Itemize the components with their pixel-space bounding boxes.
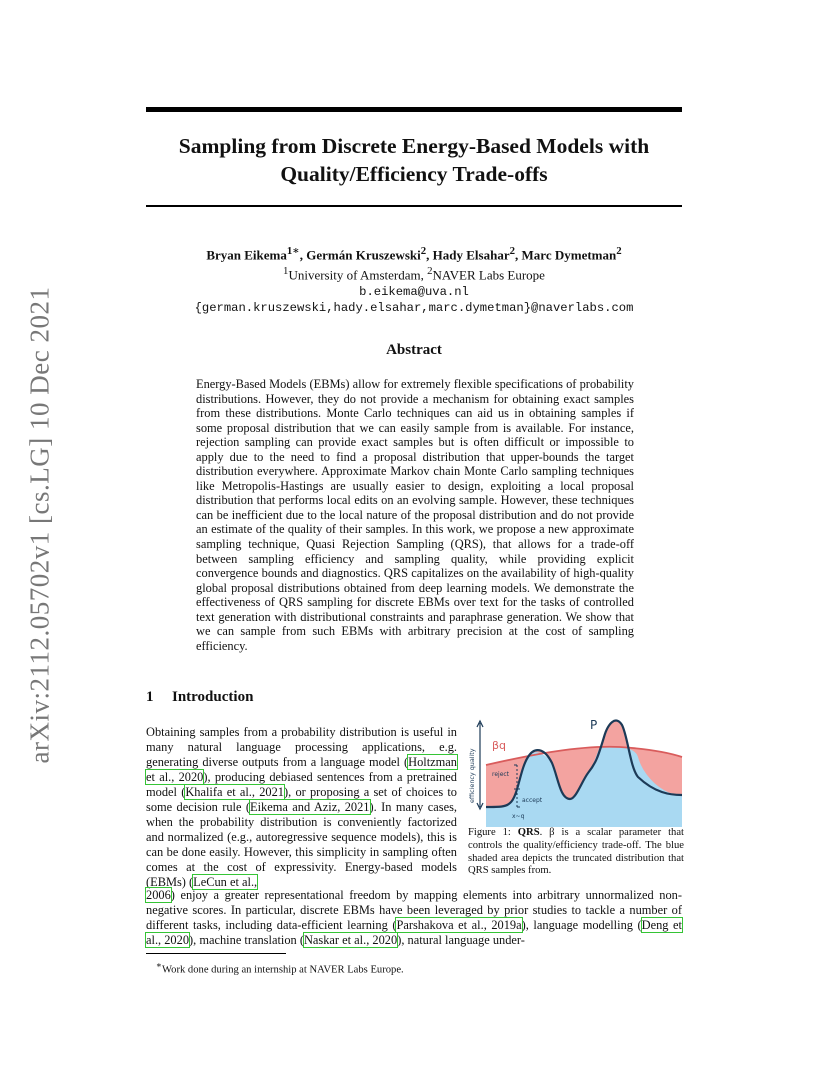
- citation-link[interactable]: Parshakova et al., 2019a: [396, 918, 522, 933]
- author-elsahar: , Hady Elsahar: [426, 247, 510, 263]
- aff-sup: 1: [283, 265, 289, 278]
- qrs-diagram-svg: [470, 717, 684, 827]
- caption-label: Figure 1:: [468, 827, 518, 838]
- intro-text: ). In many cases, when the probability distribution is conveniently factorized and normalized (e.g., autoregressive sequence models), this is can be done easily. However, this simplicity in sampling often comes at the cost of expressivity. Energy-based models (EBMs) (: [146, 800, 457, 890]
- intro-text: Obtaining samples from a probability distribution is useful in many natural language processing applications, e.g. generating diverse outputs from a language model (: [146, 725, 457, 770]
- footnote: [156, 960, 404, 976]
- author-sup: 2: [420, 245, 427, 257]
- arxiv-identifier: [10, 286, 70, 764]
- affiliations: [146, 263, 682, 283]
- citation-link[interactable]: Holtzman et al., 2020: [146, 755, 457, 785]
- author-sup: 1: [286, 245, 293, 257]
- accept-label: accept: [522, 797, 543, 804]
- intro-text: ), language modelling (: [521, 918, 642, 933]
- arxiv-identifier-text: arXiv:2112.05702v1 [cs.LG] 10 Dec 2021: [24, 286, 55, 764]
- citation-link[interactable]: Naskar et al., 2020: [303, 933, 398, 948]
- email-naver[interactable]: {german.kruszewski,hady.elsahar,marc.dymetman}@naverlabs.com: [194, 300, 634, 315]
- figure-qrs-diagram: [470, 717, 684, 827]
- abstract-heading: Abstract: [386, 342, 442, 358]
- title-rule-bottom: [146, 205, 682, 207]
- footnote-rule: [146, 953, 286, 954]
- citation-link[interactable]: 2006: [146, 888, 171, 902]
- author-dymetman: , Marc Dymetman: [515, 247, 617, 263]
- citation-link[interactable]: Deng et al., 2020: [146, 918, 682, 948]
- curve-p-label: P: [590, 718, 598, 732]
- author-names: [146, 243, 682, 263]
- affiliation-amsterdam: University of Amsterdam,: [288, 267, 428, 283]
- caption-name: QRS: [517, 827, 540, 838]
- citation-link[interactable]: Eikema and Aziz, 2021: [250, 800, 370, 815]
- intro-text: ) enjoy a greater representational freedom by mapping elements into arbitrary unnormalized non-negative scores. In particular, discrete EBMs have been leveraged by prior studies to tackle a number of different tasks, including data-efficient learning (: [146, 888, 682, 933]
- paper-title: [146, 132, 682, 188]
- footnote-mark: ∗: [156, 960, 163, 970]
- citation-link[interactable]: Khalifa et al., 2021: [185, 785, 284, 800]
- aff-sup: 2: [427, 265, 433, 278]
- reject-label: reject: [492, 771, 510, 778]
- footnote-mark: ∗: [292, 245, 300, 257]
- email-eikema[interactable]: b.eikema@uva.nl: [359, 284, 469, 299]
- intro-paragraph-full: [146, 888, 682, 948]
- intro-paragraph-column: [146, 725, 457, 891]
- citation-link[interactable]: LeCun et al.,: [193, 875, 258, 890]
- author-block: [146, 243, 682, 316]
- section-heading: [146, 689, 253, 706]
- y-axis-label: efficiency quality: [468, 748, 476, 803]
- intro-text: ), producing debiased sentences from a pretrained model (: [146, 770, 457, 800]
- abstract-body: Energy-Based Models (EBMs) allow for extremely flexible specifications of probability distributions. However, they do not provide a mechanism for obtaining exact samples from these distributions. Monte Carlo techniques can aid us in obtaining samples if some proposal distribution that we can easily sample from is available. For instance, rejection sampling can provide exact samples but is often difficult or impossible to apply due to the need to find a proposal distribution that upper-bounds the target distribution everywhere. Approximate Markov chain Monte Carlo sampling techniques like Metropolis-Hastings are usually easier to design, exploiting a local proposal distribution that performs local edits on an evolving sample. However, these techniques can be inefficient due to the local nature of the proposal distribution and do not provide an estimate of the quality of their samples. In this work, we propose a new approximate sampling technique, Quasi Rejection Sampling (QRS), that allows for a trade-off between sampling efficiency and sampling quality, while providing explicit convergence bounds and diagnostics. QRS capitalizes on the availability of high-quality global proposal distributions obtained from deep learning models. We demonstrate the effectiveness of QRS sampling for discrete EBMs over text for the tasks of controlled text generation with distributional constraints and paraphrase generation. We show that we can sample from such EBMs with arbitrary precision at the cost of sampling efficiency.: [196, 377, 634, 653]
- curve-bq-label: βq: [492, 739, 507, 752]
- author-eikema: Bryan Eikema: [206, 247, 287, 263]
- title-rule-top: [146, 107, 682, 112]
- author-kruszewski: , Germán Kruszewski: [299, 247, 421, 263]
- author-sup: 2: [509, 245, 516, 257]
- author-sup: 2: [616, 245, 622, 257]
- section-title: Introduction: [172, 689, 254, 705]
- footnote-text: Work done during an internship at NAVER Labs Europe.: [162, 964, 404, 976]
- intro-text: ), natural language under-: [397, 933, 525, 948]
- intro-text: ), machine translation (: [189, 933, 304, 948]
- caption-text: . β is a scalar parameter that controls the quality/efficiency trade-off. The blue shaded area depicts the truncated distribution that QRS samples from.: [468, 827, 684, 877]
- title-line-2: Quality/Efficiency Trade-offs: [280, 162, 548, 186]
- x-label: x~q: [512, 813, 525, 820]
- intro-text: ), or proposing a set of choices to some decision rule (: [146, 785, 458, 815]
- affiliation-naver: NAVER Labs Europe: [432, 267, 545, 283]
- figure-caption: [468, 827, 684, 878]
- title-line-1: Sampling from Discrete Energy-Based Models with: [178, 134, 650, 158]
- section-number: 1: [146, 689, 154, 705]
